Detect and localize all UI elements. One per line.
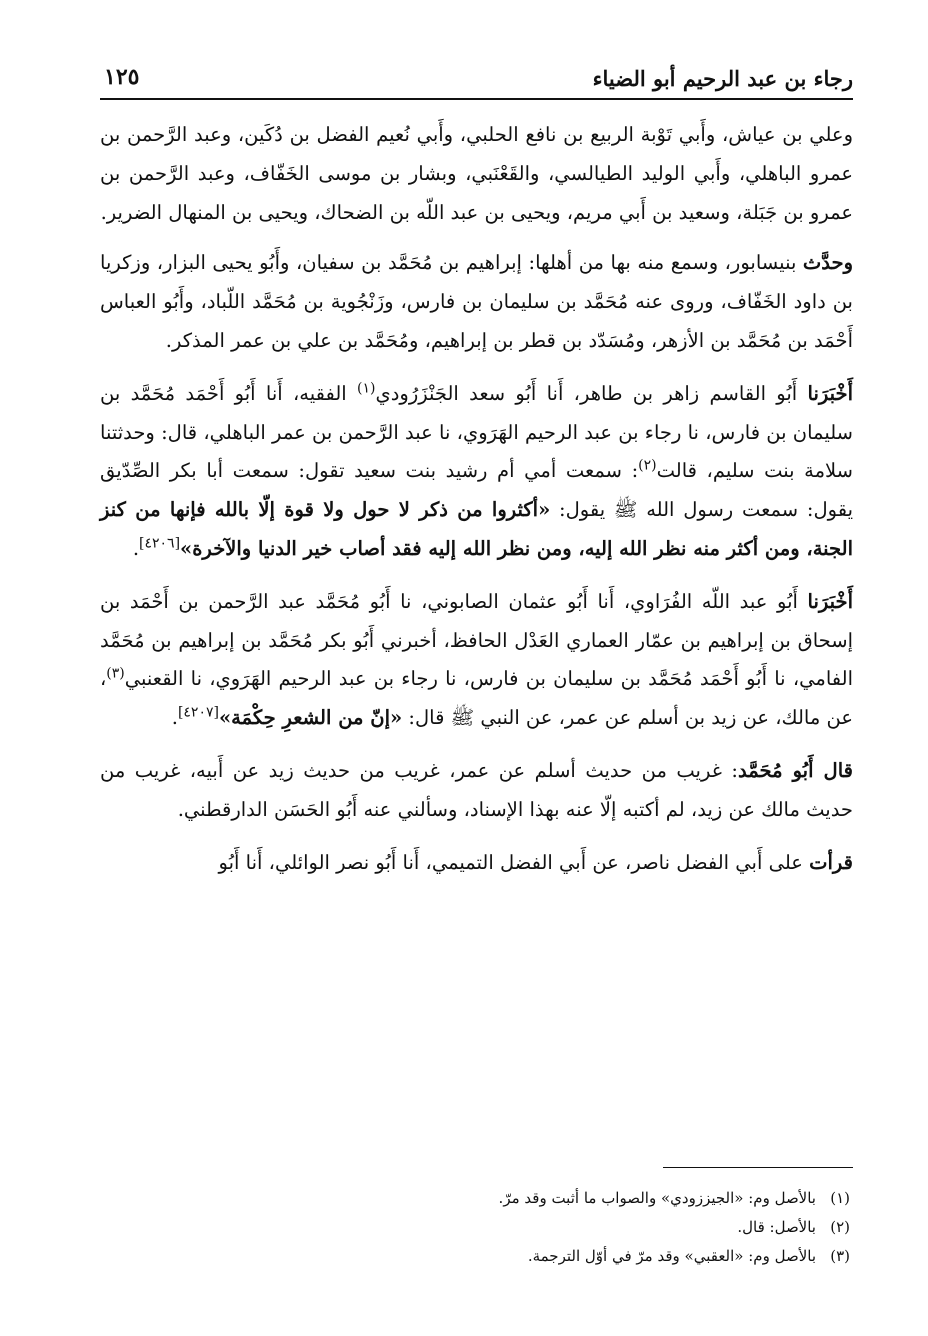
paragraph-5-lead: قال أَبُو مُحَمَّد — [737, 758, 853, 782]
paragraph-3: أَخْبَرَنا أَبُو القاسم زاهر بن طاهر، أَنا أَبُو سعد الجَنْزَرُودي$^{(١)}$ الفقيه، أَنا أَبُو أَحْمَد مُحَمَّد بن سليمان بن فارس، نا رجاء بن عبد الرحيم الهَرَوي، نا عبد الرَّحمن بن عمر الباهلي، قال: وحدثتنا سلامة بنت سليم، قالت$^{(٢)}$: سمعت أمي أم رشيد بنت سعيد تقول: سمعت أبا بكر الصِّدّيق يقول: سمعت رسول الله ﷺ يقول: «أكثروا من ذكر لا حول ولا قوة إلّا بالله فإنها من كنز الجنة، ومن أكثر منه نظر الله إليه، ومن نظر الله إليه فقد أصاب خير الدنيا والآخرة»[٤٢٠٦]. — [100, 380, 854, 560]
footnote-1-number: (١) — [830, 1189, 850, 1207]
page-number: ١٢٥ — [104, 64, 140, 90]
paragraph-5 — [100, 752, 853, 830]
footnote-1-text: بالأصل وم: «الجيززودي» والصواب ما أثبت وقد مرّ. — [498, 1189, 816, 1207]
footnote-3 — [100, 1242, 850, 1271]
hadith-number-1: [٤٢٠٦] — [139, 535, 181, 552]
footnote-3-number: (٣) — [830, 1247, 850, 1265]
paragraph-3-text-a: أَبُو القاسم زاهر بن طاهر، أَنا أَبُو سعد الجَنْزَرُودي — [375, 381, 808, 405]
footnote-marker-3[interactable]: (٣) — [106, 665, 125, 682]
paragraph-1-text: وعلي بن عياش، وأَبي تَوْبة الربيع بن نافع الحلبي، وأَبي نُعيم الفضل بن دُكَين، وعبد الرَّحمن بن عمرو الباهلي، وأَبي الوليد الطيالسي، والقَعْنَبي، وبشار بن موسى الخَفّاف، وعبد الرَّحمن بن عمرو بن جَبَلة، وسعيد بن أَبي مريم، ويحيى بن عبد اللّه بن الضحاك، ويحيى بن المنهال الضرير. — [100, 123, 853, 224]
footnote-marker-1[interactable]: (١) — [356, 380, 376, 397]
running-header — [100, 64, 853, 100]
paragraph-5-text: : غريب من حديث أسلم عن عمر، غريب من حديث زيد عن أَبيه، غريب من حديث مالك عن زيد، لم أكتبه إلّا عنه بهذا الإسناد، وسألني عنه أَبُو الحَسَن الدارقطني. — [100, 758, 853, 821]
paragraph-2-lead: وحدَّث — [802, 251, 853, 275]
running-title: رجاء بن عبد الرحيم أبو الضياء — [592, 66, 853, 91]
paragraph-6-lead: قرأت — [809, 850, 853, 874]
paragraph-3-text-b: الفقيه، أَنا أَبُو أَحْمَد مُحَمَّد بن سليمان بن فارس، نا رجاء بن عبد الرحيم الهَرَوي، نا عبد الرَّحمن بن عمر الباهلي، قال: وحدثتنا سلامة بنت سليم، قالت — [100, 381, 854, 483]
footnote-3-text: بالأصل وم: «العقبي» وقد مرّ في أوّل الترجمة. — [527, 1247, 816, 1265]
footnote-marker-2[interactable]: (٢) — [638, 457, 657, 474]
paragraph-1 — [100, 116, 853, 232]
footnote-divider — [663, 1167, 853, 1168]
paragraph-2 — [100, 244, 853, 360]
paragraph-6-text: على أَبي الفضل ناصر، عن أَبي الفضل التميمي، أَنا أَبُو نصر الوائلي، أَنا أَبُو — [218, 850, 810, 874]
hadith-number-2: [٤٢٠٧] — [177, 704, 219, 721]
paragraph-3-lead: أَخْبَرَنا — [807, 381, 853, 405]
paragraph-4-text-a: أَبُو عبد اللّه الفُرَاوي، أَنا أَبُو عثمان الصابوني، نا أَبُو مُحَمَّد عبد الرَّحمن بن أَحْمَد بن إسحاق بن إبراهيم بن عمّار العماري العَدْل الحافظ، أخبرني أَبُو بكر مُحَمَّد بن إبراهيم بن مُحَمَّد الفامي، نا أَبُو أَحْمَد مُحَمَّد بن سليمان بن فارس، نا رجاء بن عبد الرحيم الهَرَوي، نا القعنبي — [100, 589, 853, 691]
hadith-text-2: «إنّ من الشعرِ حِكْمَة» — [218, 706, 403, 730]
main-text — [100, 116, 853, 896]
footnote-1 — [100, 1184, 850, 1213]
paragraph-4-text-b: ، عن مالك، عن زيد بن أسلم عن عمر، عن النبي ﷺ قال: — [100, 667, 853, 730]
footnote-2-number: (٢) — [830, 1218, 850, 1236]
footnote-2 — [100, 1213, 850, 1242]
hadith-text-1: «أكثروا من ذكر لا حول ولا قوة إلّا بالله فإنها من كنز الجنة، ومن أكثر منه نظر الله إليه، ومن نظر الله إليه فقد أصاب خير الدنيا والآخرة» — [100, 498, 853, 560]
footnotes — [100, 1184, 850, 1271]
paragraph-4-lead: أَخْبَرَنا — [807, 589, 853, 613]
paragraph-2-text: بنيسابور، وسمع منه بها من أهلها: إبراهيم بن مُحَمَّد بن سفيان، وأَبُو يحيى البزار، وزكريا بن داود الخَفّاف، وروى عنه مُحَمَّد بن سليمان بن فارس، وزَنْجُوية بن مُحَمَّد اللّباد، وأَبُو العباس أَحْمَد بن مُحَمَّد بن الأزهر، ومُسَدّد بن قطر بن إبراهيم، ومُحَمَّد بن علي بن عمر المذكر. — [100, 251, 853, 352]
paragraph-4: أَخْبَرَنا أَبُو عبد اللّه الفُرَاوي، أَنا أَبُو عثمان الصابوني، نا أَبُو مُحَمَّد عبد الرَّحمن بن أَحْمَد بن إسحاق بن إبراهيم بن عمّار العماري العَدْل الحافظ، أخبرني أَبُو بكر مُحَمَّد بن إبراهيم بن مُحَمَّد الفامي، نا أَبُو أَحْمَد مُحَمَّد بن سليمان بن فارس، نا رجاء بن عبد الرحيم الهَرَوي، نا القعنبي$^{(٣)}$، عن مالك، عن زيد بن أسلم عن عمر، عن النبي ﷺ قال: «إنّ من الشعرِ حِكْمَة»[٤٢٠٧]. — [100, 589, 853, 730]
footnote-2-text: بالأصل: قال. — [737, 1218, 816, 1236]
paragraph-6 — [100, 844, 853, 883]
paragraph-3-text-c: : سمعت أمي أم رشيد بنت سعيد تقول: سمعت أبا بكر الصِّدّيق يقول: سمعت رسول الله ﷺ يقول: — [100, 459, 853, 522]
